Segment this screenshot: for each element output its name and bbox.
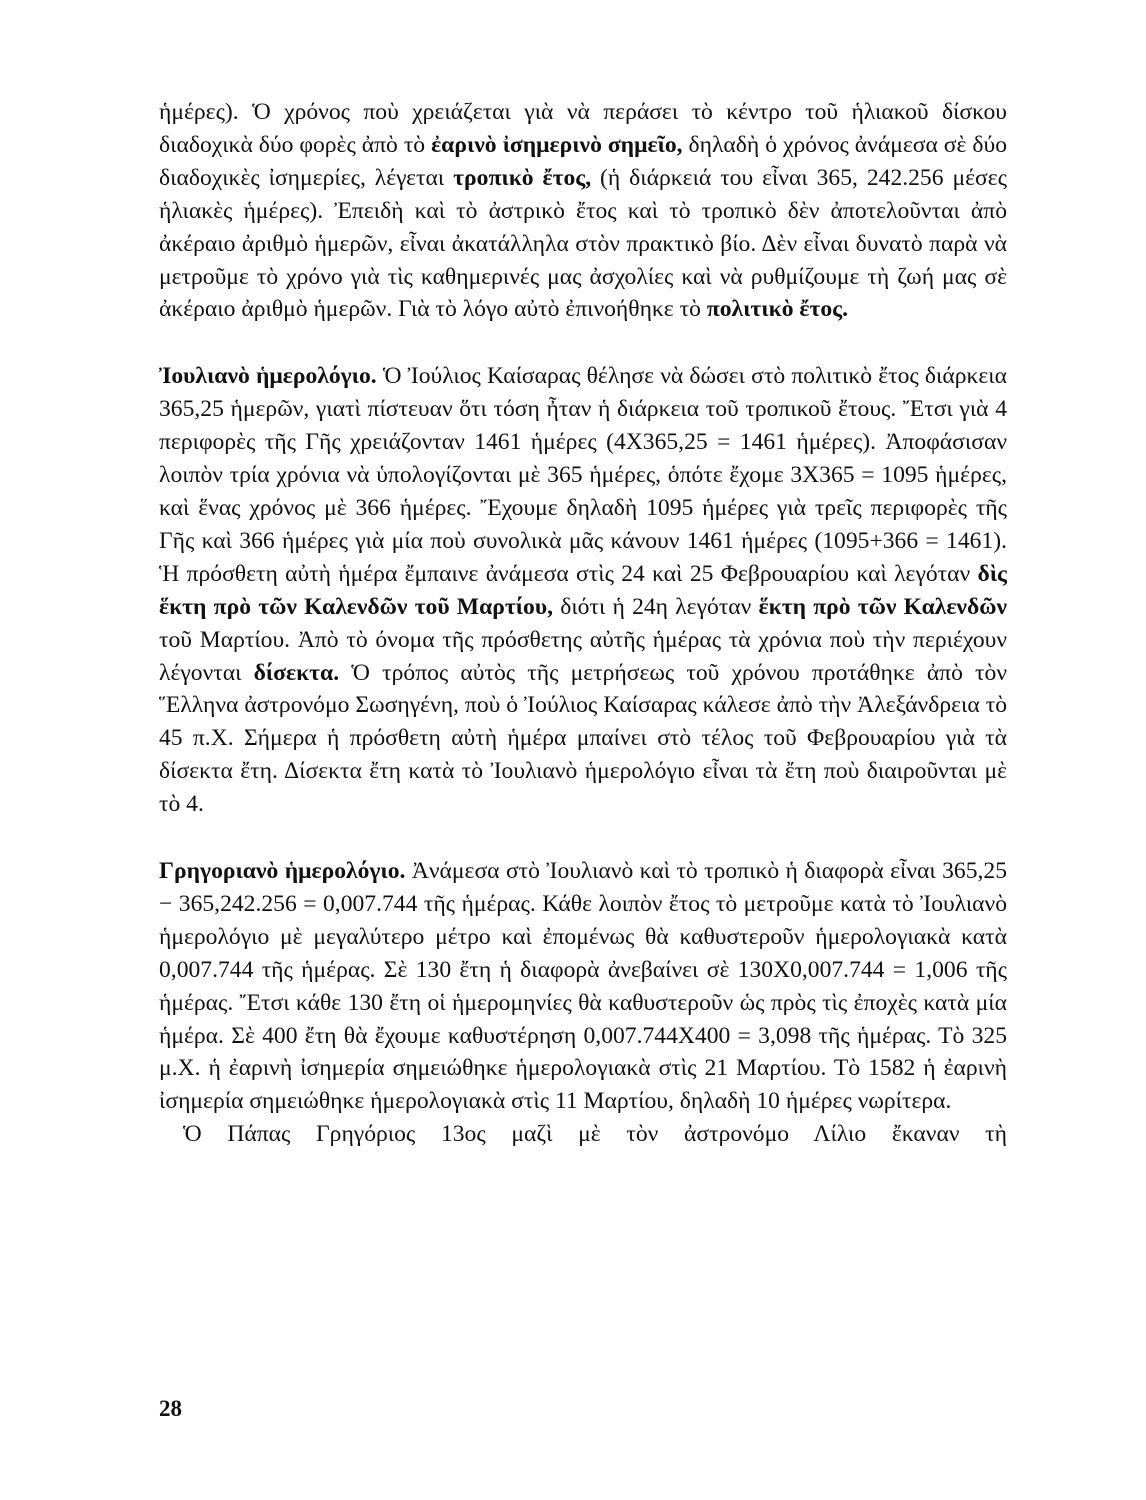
term-sexto-kalendas: ἕκτη πρὸ τῶν Καλενδῶν xyxy=(758,593,1007,620)
heading-gregorian-calendar: Γρηγοριανὸ ἡμερολόγιο. xyxy=(159,858,406,885)
text-run: ἡμέρες). Ὁ χρόνος ποὺ χρειάζεται γιὰ νὰ περάσει τὸ κέντρο τοῦ ἡλιακοῦ δίσκου διαδοχικὰ δύο φορὲς ἀπὸ τὸ xyxy=(159,99,1007,158)
text-run: Ὁ Ἰούλιος Καίσαρας θέλησε νὰ δώσει στὸ πολιτικὸ ἔτος διάρκεια 365,25 ἡμερῶν, γιατὶ πίστευαν ὅτι τόση ἦταν ἡ διάρκεια τοῦ τροπικοῦ ἔτους. Ἔτσι γιὰ 4 περιφορὲς τῆς Γῆς χρειάζονταν 1461 ἡμέρες (4Χ365,25 = 1461 ἡμέρες). Ἀποφάσισαν λοιπὸν τρία χρόνια νὰ ὑπολογίζονται μὲ 365 ἡμέρες, ὁπότε ἔχομε 3Χ365 = 1095 ἡμέρες, καὶ ἕνας χρόνος μὲ 366 ἡμέρες. Ἔχουμε δηλαδὴ 1095 ἡμέρες γιὰ τρεῖς περιφορὲς τῆς Γῆς καὶ 366 ἡμέρες γιὰ μία ποὺ συνολικὰ μᾶς κάνουν 1461 ἡμέρες (1095+366 = 1461). Ἡ πρόσθετη αὐτὴ ἡμέρα ἔμπαινε ἀνάμεσα στὶς 24 καὶ 25 Φεβρουαρίου καὶ λεγόταν xyxy=(159,363,1008,587)
paragraph-julian-calendar xyxy=(159,360,1007,821)
term-disekta: δίσεκτα. xyxy=(253,659,340,686)
paragraph-gap xyxy=(159,821,1007,855)
page-number: 28 xyxy=(159,1396,182,1421)
text-run: διότι ἡ 24η λεγόταν xyxy=(553,593,759,620)
term-tropical-year: τροπικὸ ἔτος, xyxy=(453,164,592,191)
paragraph-tropical-year xyxy=(159,96,1007,326)
paragraph-gregorian-calendar xyxy=(159,855,1007,1118)
term-vernal-equinox-point: ἐαρινὸ ἰσημερινὸ σημεῖο, xyxy=(431,131,683,158)
text-run: Ὁ Πάπας Γρηγόριος 13ος μαζὶ μὲ τὸν ἀστρονόμο Λίλιο ἔκαναν τὴ xyxy=(183,1121,1007,1148)
text-run: Ἀνάμεσα στὸ Ἰουλιανὸ καὶ τὸ τροπικὸ ἡ διαφορὰ εἶναι 365,25 − 365,242.256 = 0,007.744 τῆς ἡμέρας. Κάθε λοιπὸν ἔτος τὸ μετροῦμε κατὰ τὸ Ἰουλιανὸ ἡμερολόγιο μὲ μεγαλύτερο μέτρο καὶ ἐπομένως θὰ καθυστεροῦν ἡμερολογιακὰ κατὰ 0,007.744 τῆς ἡμέρας. Σὲ 130 ἔτη ἡ διαφορὰ ἀνεβαίνει σὲ 130Χ0,007.744 = 1,006 τῆς ἡμέρας. Ἔτσι κάθε 130 ἔτη οἱ ἡμερομηνίες θὰ καθυστεροῦν ὡς πρὸς τὶς ἐποχὲς κατὰ μία ἡμέρα. Σὲ 400 ἔτη θὰ ἔχουμε καθυστέρηση 0,007.744Χ400 = 3,098 τῆς ἡμέρας. Τὸ 325 μ.Χ. ἡ ἐαρινὴ ἰσημερία σημειώθηκε ἡμερολογιακὰ στὶς 21 Μαρτίου. Τὸ 1582 ἡ ἐαρινὴ ἰσημερία σημειώθηκε ἡμερολογιακὰ στὶς 11 Μαρτίου, δηλαδὴ 10 ἡμέρες νωρίτερα. xyxy=(159,858,1007,1115)
heading-julian-calendar: Ἰουλιανὸ ἡμερολόγιο. xyxy=(159,363,377,390)
text-run: δηλαδὴ ὁ χρόνος ἀνάμεσα σὲ δύο διαδοχικὲς ἰσημερίες, λέγεται xyxy=(159,131,1008,191)
page-body xyxy=(159,96,1007,1151)
term-civil-year: πολιτικὸ ἔτος. xyxy=(706,296,849,323)
term-bis-sexto: δὶς ἕκτη πρὸ τῶν Καλενδῶν τοῦ Μαρτίου, xyxy=(159,560,1007,620)
text-run: Ὁ τρόπος αὐτὸς τῆς μετρήσεως τοῦ χρόνου προτάθηκε ἀπὸ τὸν Ἕλληνα ἀστρονόμο Σωσηγένη, ποὺ ὁ Ἰούλιος Καίσαρας κάλεσε ἀπὸ τὴν Ἀλεξάνδρεια τὸ 45 π.Χ. Σήμερα ἡ πρόσθετη αὐτὴ ἡμέρα μπαίνει στὸ τέλος τοῦ Φεβρουαρίου γιὰ τὰ δίσεκτα ἔτη. Δίσεκτα ἔτη κατὰ τὸ Ἰουλιανὸ ἡμερολόγιο εἶναι τὰ ἔτη ποὺ διαιροῦνται μὲ τὸ 4. xyxy=(159,659,1008,818)
text-run: τοῦ Μαρτίου. Ἀπὸ τὸ όνομα τῆς πρόσθετης αὐτῆς ἡμέρας τὰ χρόνια ποὺ τὴν περιέχουν λέγονται xyxy=(159,626,1007,686)
text-run: (ἡ διάρκειά του εἶναι 365, 242.256 μέσες ἡλιακὲς ἡμέρες). Ἐπειδὴ καὶ τὸ ἀστρικὸ ἔτος καὶ τὸ τροπικὸ δὲν ἀποτελοῦνται ἀπὸ ἀκέραιο ἀριθμὸ ἡμερῶν, εἶναι ἀκατάλληλα στὸν πρακτικὸ βίο. Δὲν εἶναι δυνατὸ παρὰ νὰ μετροῦμε τὸ χρόνο γιὰ τὶς καθημερινές μας ἀσχολίες καὶ νὰ ρυθμίζουμε τὴ ζωή μας σὲ ἀκέραιο ἀριθμὸ ἡμερῶν. Γιὰ τὸ λόγο αὐτὸ ἐπινοήθηκε τὸ xyxy=(159,164,1007,323)
paragraph-pope-gregory xyxy=(159,1118,1007,1151)
paragraph-gap xyxy=(159,326,1007,360)
